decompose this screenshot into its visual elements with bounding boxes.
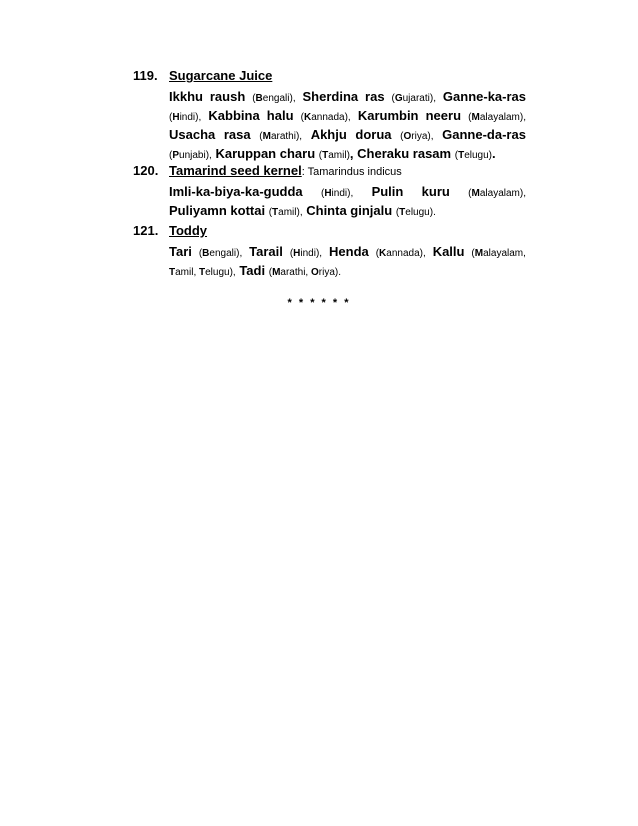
language-tag: (Malayalam), bbox=[468, 112, 526, 123]
entry-number: 120. bbox=[133, 163, 159, 178]
language-tag: (Kannada), bbox=[300, 112, 351, 123]
local-name: Puliyamn kottai bbox=[169, 203, 266, 218]
language-tag: (Kannada), bbox=[375, 248, 426, 259]
local-name: Karuppan charu bbox=[215, 146, 316, 161]
local-name: Chinta ginjalu bbox=[306, 203, 393, 218]
language-tag: (Malayalam, Tamil, Telugu), bbox=[169, 248, 526, 278]
local-name: Tadi bbox=[239, 263, 266, 278]
section-separator: * * * * * * bbox=[287, 297, 351, 309]
entry-names: Ikkhu raush (Bengali), Sherdina ras (Gujarati), Ganne-ka-ras (Hindi), Kabbina halu (Kannada), Karumbin neeru (Malayalam), Usacha rasa (Marathi), Akhju dorua (Oriya), Ganne-da-ras (Punjabi), Karuppan charu (Tamil), Cheraku rasam (Telugu). bbox=[169, 89, 526, 161]
local-name: Karumbin neeru bbox=[357, 108, 462, 123]
local-name: Ikkhu raush bbox=[169, 89, 246, 104]
language-tag: (Oriya), bbox=[400, 131, 434, 142]
local-name: Henda bbox=[329, 244, 369, 259]
entry-term: Sugarcane Juice bbox=[169, 68, 273, 83]
local-name: Tarail bbox=[249, 244, 283, 259]
local-name: Pulin kuru bbox=[371, 184, 450, 199]
language-tag: (Bengali), bbox=[198, 248, 243, 259]
entry-names bbox=[169, 183, 526, 221]
entry-term: Tamarind seed kernel: Tamarindus indicus bbox=[169, 163, 402, 178]
local-name: Ganne-ka-ras bbox=[442, 89, 526, 104]
local-name: Imli-ka-biya-ka-gudda bbox=[169, 184, 303, 199]
language-tag: (Tamil), bbox=[268, 207, 303, 218]
entry-number: 121. bbox=[133, 223, 159, 238]
language-tag: (Hindi), bbox=[289, 248, 323, 259]
language-tag: (Hindi), bbox=[320, 188, 354, 199]
local-name: Tari bbox=[169, 244, 192, 259]
scientific-name: : Tamarindus indicus bbox=[301, 166, 402, 178]
local-name: Ganne-da-ras bbox=[442, 127, 526, 142]
language-tag: (Malayalam), bbox=[468, 188, 526, 199]
language-tag: (Hindi), bbox=[169, 112, 202, 123]
local-name: Usacha rasa bbox=[169, 127, 251, 142]
local-name: Sherdina ras bbox=[302, 89, 385, 104]
entry-number: 119. bbox=[133, 68, 158, 83]
language-tag: (Telugu). bbox=[395, 207, 436, 218]
local-name: Akhju dorua bbox=[310, 127, 392, 142]
language-tag: (Bengali), bbox=[252, 93, 296, 104]
language-tag: (Marathi, Oriya). bbox=[268, 267, 341, 278]
entry-term: Toddy bbox=[169, 223, 208, 238]
language-tag: (Telugu) bbox=[454, 150, 492, 161]
language-tag: (Tamil) bbox=[318, 150, 350, 161]
entry-names bbox=[169, 243, 526, 281]
local-name: Kabbina halu bbox=[208, 108, 294, 123]
local-name: Cheraku rasam bbox=[357, 146, 452, 161]
language-tag: (Marathi), bbox=[259, 131, 303, 142]
local-name: Kallu bbox=[432, 244, 465, 259]
language-tag: (Gujarati), bbox=[391, 93, 436, 104]
language-tag: (Punjabi), bbox=[169, 150, 212, 161]
